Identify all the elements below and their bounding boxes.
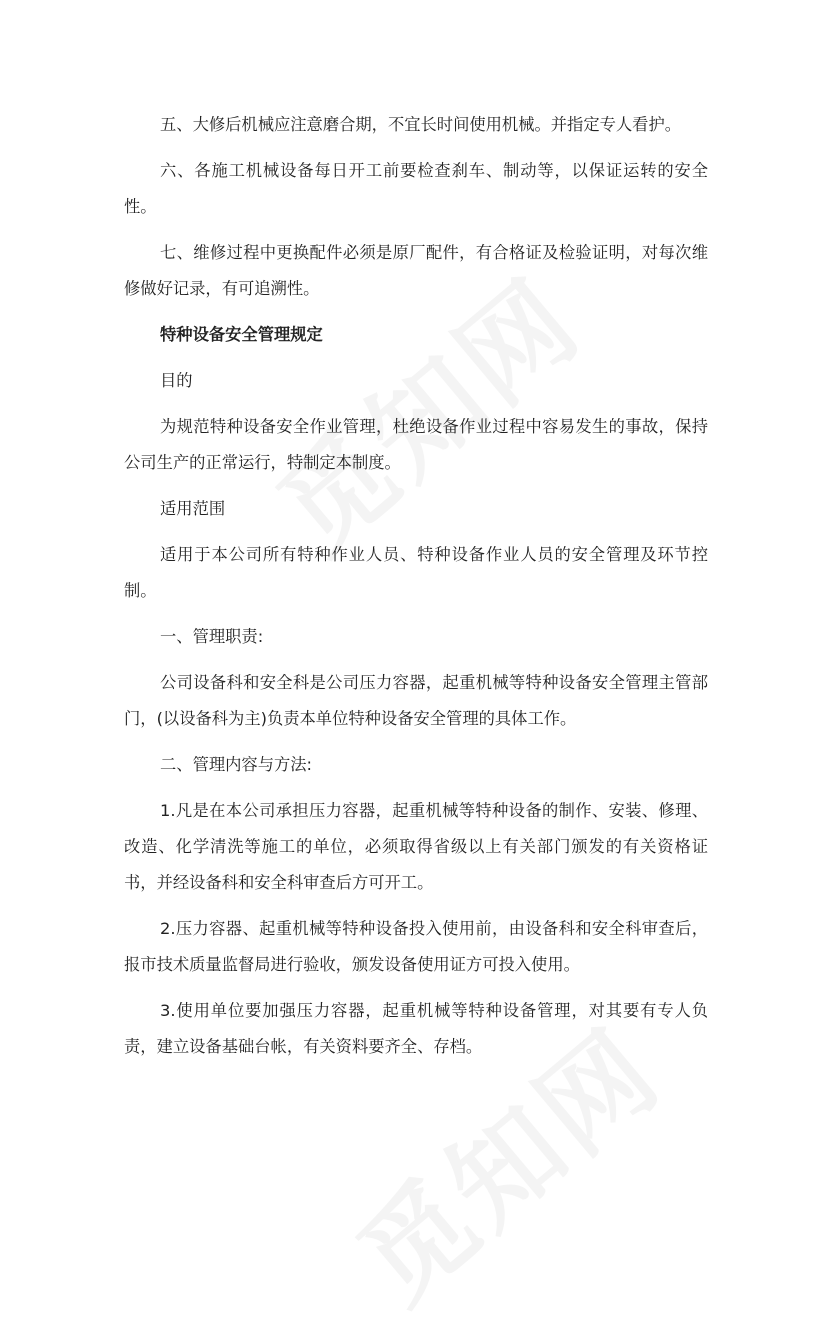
paragraph: 五、大修后机械应注意磨合期，不宜长时间使用机械。并指定专人看护。 [160,115,682,134]
document-body [124,107,708,1075]
paragraph: 2.压力容器、起重机械等特种设备投入使用前，由设备科和安全科审查后，报市技术质量监督局进行验收，颁发设备使用证方可投入使用。 [124,919,708,974]
paragraph: 公司设备科和安全科是公司压力容器，起重机械等特种设备安全管理主管部门，(以设备科为主)负责本单位特种设备安全管理的具体工作。 [124,673,708,728]
section-heading: 特种设备安全管理规定 [160,325,323,344]
paragraph: 六、各施工机械设备每日开工前要检查刹车、制动等，以保证运转的安全性。 [124,161,708,216]
subheading: 一、管理职责: [160,627,264,646]
paragraph: 七、维修过程中更换配件必须是原厂配件，有合格证及检验证明，对每次维修做好记录，有可追溯性。 [124,243,708,298]
paragraph: 1.凡是在本公司承担压力容器，起重机械等特种设备的制作、安装、修理、改造、化学清洗等施工的单位，必须取得省级以上有关部门颁发的有关资格证书，并经设备科和安全科审查后方可开工。 [124,801,708,892]
subheading: 适用范围 [160,499,226,518]
paragraph: 适用于本公司所有特种作业人员、特种设备作业人员的安全管理及环节控制。 [124,545,708,600]
paragraph: 3.使用单位要加强压力容器，起重机械等特种设备管理，对其要有专人负责，建立设备基础台帐，有关资料要齐全、存档。 [124,1001,708,1056]
paragraph: 为规范特种设备安全作业管理，杜绝设备作业过程中容易发生的事故，保持公司生产的正常运行，特制定本制度。 [124,417,708,472]
subheading: 目的 [160,371,193,390]
subheading: 二、管理内容与方法: [160,755,313,774]
